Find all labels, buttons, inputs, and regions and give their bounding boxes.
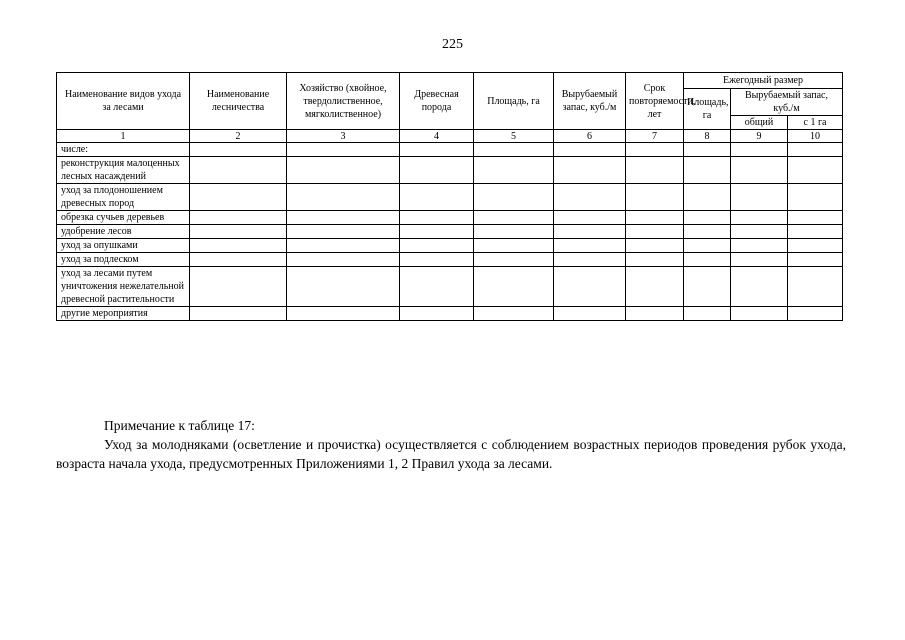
header-care-type: Наименование видов ухода за лесами [57, 73, 190, 130]
note-title: Примечание к таблице 17: [104, 418, 255, 433]
note-text: Уход за молодняками (осветление и прочистка) осуществляется с соблюдением возрастных периодов проведения рубок ухода, возраста начала ухода, предусмотренных Приложениями 1, 2 Правил ухода за лесами. [56, 437, 846, 471]
table-row [57, 253, 843, 267]
header-area: Площадь, га [474, 73, 554, 130]
column-number: 5 [474, 130, 554, 143]
column-number: 8 [684, 130, 731, 143]
row-label: другие мероприятия [57, 307, 190, 321]
table-row [57, 143, 843, 157]
row-label: уход за подлеском [57, 253, 190, 267]
table-row [57, 225, 843, 239]
header-harvest-volume: Вырубаемый запас, куб./м [554, 73, 626, 130]
column-number: 7 [626, 130, 684, 143]
header-economy: Хозяйство (хвойное, твердолиственное, мягколиственное) [287, 73, 400, 130]
row-label: уход за опушками [57, 239, 190, 253]
row-label: уход за плодоношением древесных пород [57, 184, 190, 211]
column-number: 9 [731, 130, 788, 143]
page-number: 225 [442, 37, 463, 52]
header-annual-area: Площадь, га [684, 89, 731, 130]
table-row [57, 157, 843, 184]
column-number: 10 [788, 130, 843, 143]
table-row [57, 184, 843, 211]
header-annual-volume: Вырубаемый запас, куб./м [731, 89, 843, 116]
header-repeat-period: Срок повторяемости, лет [626, 73, 684, 130]
table-row [57, 307, 843, 321]
column-number-row [57, 130, 843, 143]
table-row [57, 239, 843, 253]
column-number: 6 [554, 130, 626, 143]
row-label: удобрение лесов [57, 225, 190, 239]
header-tree-species: Древесная порода [400, 73, 474, 130]
row-label: уход за лесами путем уничтожения нежелательной древесной растительности [57, 267, 190, 307]
row-label: обрезка сучьев деревьев [57, 211, 190, 225]
column-number: 2 [190, 130, 287, 143]
row-label: числе: [57, 143, 190, 157]
row-label: реконструкция малоценных лесных насаждений [57, 157, 190, 184]
header-volume-per-ha: с 1 га [788, 116, 843, 130]
column-number: 1 [57, 130, 190, 143]
forest-care-table [56, 72, 843, 321]
table-row [57, 267, 843, 307]
header-annual-size: Ежегодный размер [684, 73, 843, 89]
column-number: 4 [400, 130, 474, 143]
header-forestry: Наименование лесничества [190, 73, 287, 130]
table-row [57, 211, 843, 225]
header-volume-total: общий [731, 116, 788, 130]
column-number: 3 [287, 130, 400, 143]
